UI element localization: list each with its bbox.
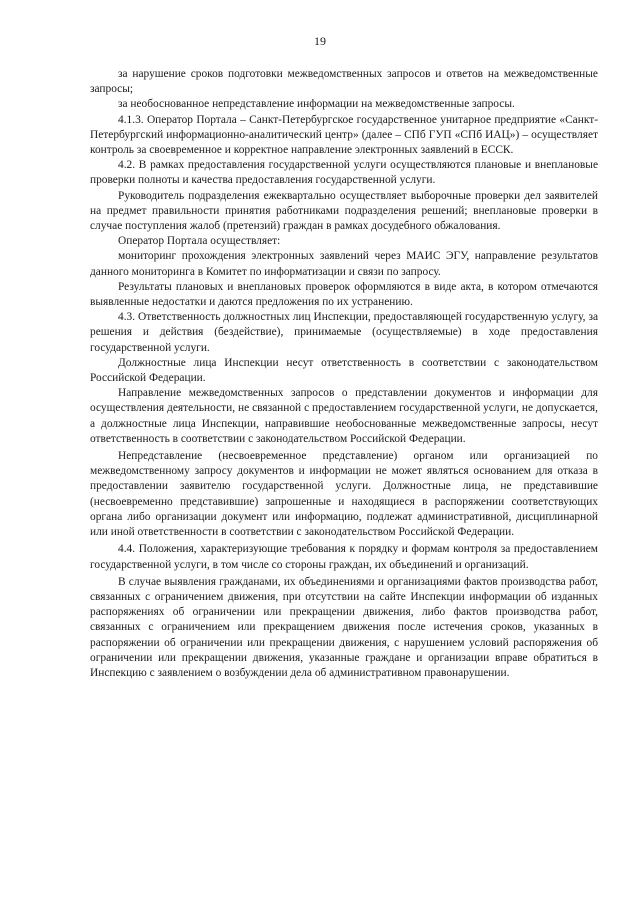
paragraph-nonprovision: Непредставление (несвоевременное представление) органом или организацией по межведомственному запросу документов и информации не может являться основанием для отказа в предоставлении заявителю государственной услуги. Должностные лица, не представившие (несвоевременно представившие) запрошенные и находящиеся в распоряжении соответствующих органа либо организации документ или информацию, подлежат административной, дисциплинарной или иной ответственности в соответствии с законодательством Российской Федерации. <box>90 450 598 539</box>
paragraph-portal-operator: Оператор Портала осуществляет: <box>118 235 281 248</box>
paragraph-unjustified-nonprovision: за необоснованное непредставление информации на межведомственные запросы. <box>118 98 515 111</box>
paragraph-officials-liability: Должностные лица Инспекции несут ответственность в соответствии с законодательством Российской Федерации. <box>90 356 598 385</box>
paragraph-4-4: 4.4. Положения, характеризующие требования к порядку и формам контроля за предоставлением государственной услуги, в том числе со стороны граждан, их объединений и организаций. <box>90 543 598 571</box>
paragraph-check-results: Результаты плановых и внеплановых проверок оформляются в виде акта, в котором отмечаются выявленные недостатки и даются предложения по их устранению. <box>90 280 598 309</box>
paragraph-4-1-3: 4.1.3. Оператор Портала – Санкт-Петербургское государственное унитарное предприятие «Санкт-Петербургский информационно-аналитический центр» (далее – СПб ГУП «СПб ИАЦ») – осуществляет контроль за своевременное и корректное направление электронных заявлений в ЕССК. <box>90 113 598 157</box>
paragraph-deadline-violation: за нарушение сроков подготовки межведомственных запросов и ответов на межведомственные запросы; <box>90 68 598 96</box>
page-number: 19 <box>314 34 326 48</box>
paragraph-interagency-requests: Направление межведомственных запросов о представлении документов и информации для осуществления деятельности, не связанной с предоставлением государственной услуги, не допускается, а должностные лица Инспекции, направившие необоснованные межведомственные запросы, несут ответственность в соответствии с законодательством Российской Федерации. <box>90 387 598 445</box>
paragraph-4-2: 4.2. В рамках предоставления государственной услуги осуществляются плановые и внеплановые проверки полноты и качества предоставления государственной услуги. <box>90 159 598 187</box>
paragraph-monitoring: мониторинг прохождения электронных заявлений через МАИС ЭГУ, направление результатов данного мониторинга в Комитет по информатизации и связи по запросу. <box>90 250 598 278</box>
paragraph-head-checks: Руководитель подразделения ежеквартально осуществляет выборочные проверки дел заявителей на предмет правильности принятия работниками подразделения решений; внеплановые проверки в случае поступления жалоб (претензий) граждан в рамках досудебного обжалования. <box>90 189 598 233</box>
paragraph-citizen-reports: В случае выявления гражданами, их объединениями и организациями фактов производства работ, связанных с ограничением движения, при отсутствии на сайте Инспекции информации об изданных распоряжениях об ограничении или прекращении движения, либо фактов производства работ, связанных с ограничением или прекращением движения после истечения сроков, указанных в распоряжении об ограничении или прекращении движения, с нарушением условий распоряжения об ограничении или прекращении движения, указанные граждане и организации вправе обратиться в Инспекцию с заявлением о возбуждении дела об административном правонарушении. <box>90 575 598 679</box>
document-body <box>90 67 598 681</box>
paragraph-4-3: 4.3. Ответственность должностных лиц Инспекции, предоставляющей государственную услугу, за решения и действия (бездействие), принимаемые (осуществляемые) в ходе предоставления государственной услуги. <box>90 311 598 354</box>
